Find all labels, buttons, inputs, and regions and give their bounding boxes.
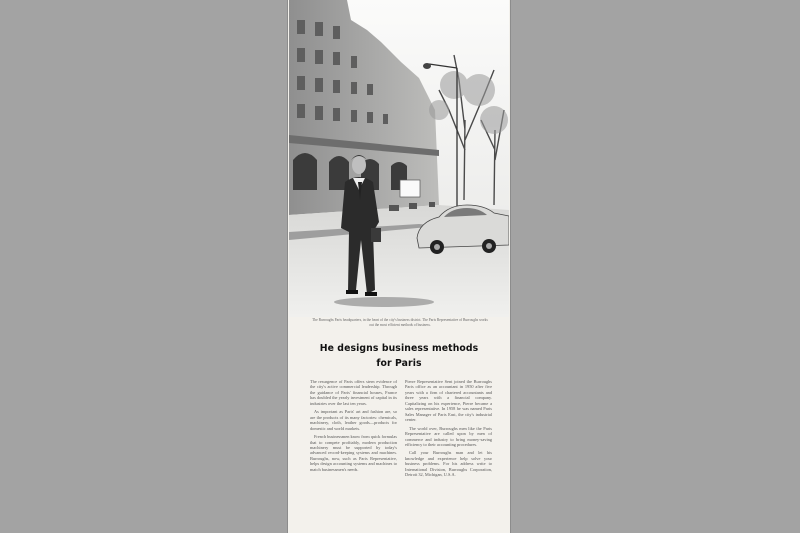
paragraph: As important as Paris' art and fashion are, so are the products of its many factories: chemicals, machinery, cloth, leather goods—products for domestic and world markets. [310, 409, 397, 431]
body-column-left [310, 379, 397, 531]
paragraph: Pierre Representative Sent joined the Burroughs Paris office as an accountant in 1950 after five years with a firm of chartered accountants and three years with a financial company. Capitalizing on his experience, Pierre became a sales representative. In 1958 he was named Paris Sales Manager of Paris East, the city's industrial center. [405, 379, 492, 423]
paragraph: The world over, Burroughs men like the Paris Representative are called upon by men of commerce and industry to bring money-saving efficiency to their accounting procedures. [405, 425, 492, 447]
body-copy [310, 379, 492, 531]
headline [296, 341, 502, 371]
paragraph: The resurgence of Paris offers stern evidence of the city's active commercial leadership. Through the guidance of Paris' financial houses, France has doubled the yearly investment of capital in its industries over the last ten years. [310, 379, 397, 406]
headline-line-2: for Paris [376, 358, 422, 369]
paragraph: Call your Burroughs man and let his knowledge and experience help solve your business problems. For his address write to International Division, Burroughs Corporation, Detroit 32, Michigan, U.S.A. [405, 450, 492, 478]
headline-line-1: He designs business methods [319, 343, 479, 354]
body-column-right [405, 379, 492, 531]
advertisement-page [288, 0, 510, 533]
street-photo [289, 0, 509, 317]
photo-caption: The Burroughs Paris headquarters, in the heart of the city's business district. The Paris Representative of Burroughs works out the most efficient methods of business. [312, 318, 488, 327]
paragraph: French businessmen know from quick formulas that to compete profitably, modern production machinery must be supported by today's advanced record-keeping systems and machines. Burroughs, now, such as Paris Representative, helps design accounting systems and machines to match businessmen's needs. [310, 434, 397, 472]
